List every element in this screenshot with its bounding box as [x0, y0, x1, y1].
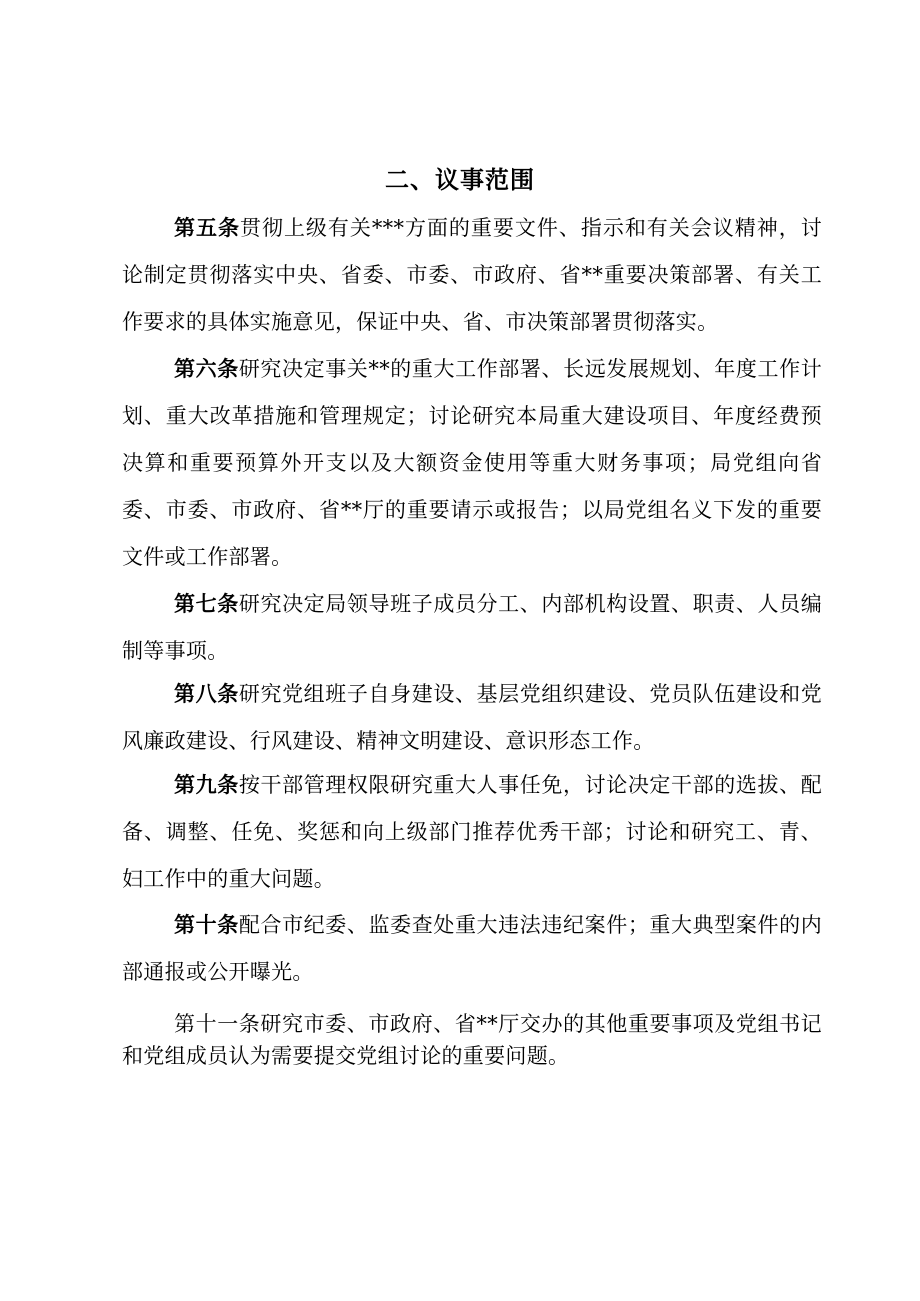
article-7	[122, 580, 822, 675]
article-label: 第五条	[174, 215, 240, 240]
article-11	[122, 1008, 822, 1072]
article-text: 研究决定事关**的重大工作部署、长远发展规划、年度工作计划、重大改革措施和管理规定；讨论研究本局重大建设项目、年度经费预决算和重要预算外开支以及大额资金使用等重大财务事项；局党组向省委、市委、市政府、省**厅的重要请示或报告；以局党组名义下发的重要文件或工作部署。	[122, 357, 822, 569]
article-10	[122, 901, 822, 996]
article-9	[122, 761, 822, 903]
article-label: 第七条	[174, 591, 239, 616]
article-5	[122, 204, 822, 346]
article-6	[122, 345, 822, 581]
section-title: 二、议事范围	[385, 166, 535, 194]
article-text: 配合市纪委、监委查处重大违法违纪案件；重大典型案件的内部通报或公开曝光。	[122, 913, 822, 984]
article-label: 第十条	[174, 912, 239, 937]
article-text: 第十一条研究市委、市政府、省**厅交办的其他重要事项及党组书记和党组成员认为需要提交党组讨论的重要问题。	[122, 1012, 822, 1068]
article-text: 研究党组班子自身建设、基层党组织建设、党员队伍建设和党风廉政建设、行风建设、精神文明建设、意识形态工作。	[122, 682, 822, 753]
article-8	[122, 670, 822, 765]
article-text: 按干部管理权限研究重大人事任免，讨论决定干部的选拔、配备、调整、任免、奖惩和向上级部门推荐优秀干部；讨论和研究工、青、妇工作中的重大问题。	[122, 773, 822, 891]
article-text: 贯彻上级有关***方面的重要文件、指示和有关会议精神，讨论制定贯彻落实中央、省委、市委、市政府、省**重要决策部署、有关工作要求的具体实施意见，保证中央、省、市决策部署贯彻落实。	[122, 216, 822, 334]
article-label: 第八条	[174, 681, 239, 706]
article-label: 第六条	[174, 356, 239, 381]
article-label: 第九条	[174, 772, 239, 797]
article-text: 研究决定局领导班子成员分工、内部机构设置、职责、人员编制等事项。	[122, 592, 822, 663]
